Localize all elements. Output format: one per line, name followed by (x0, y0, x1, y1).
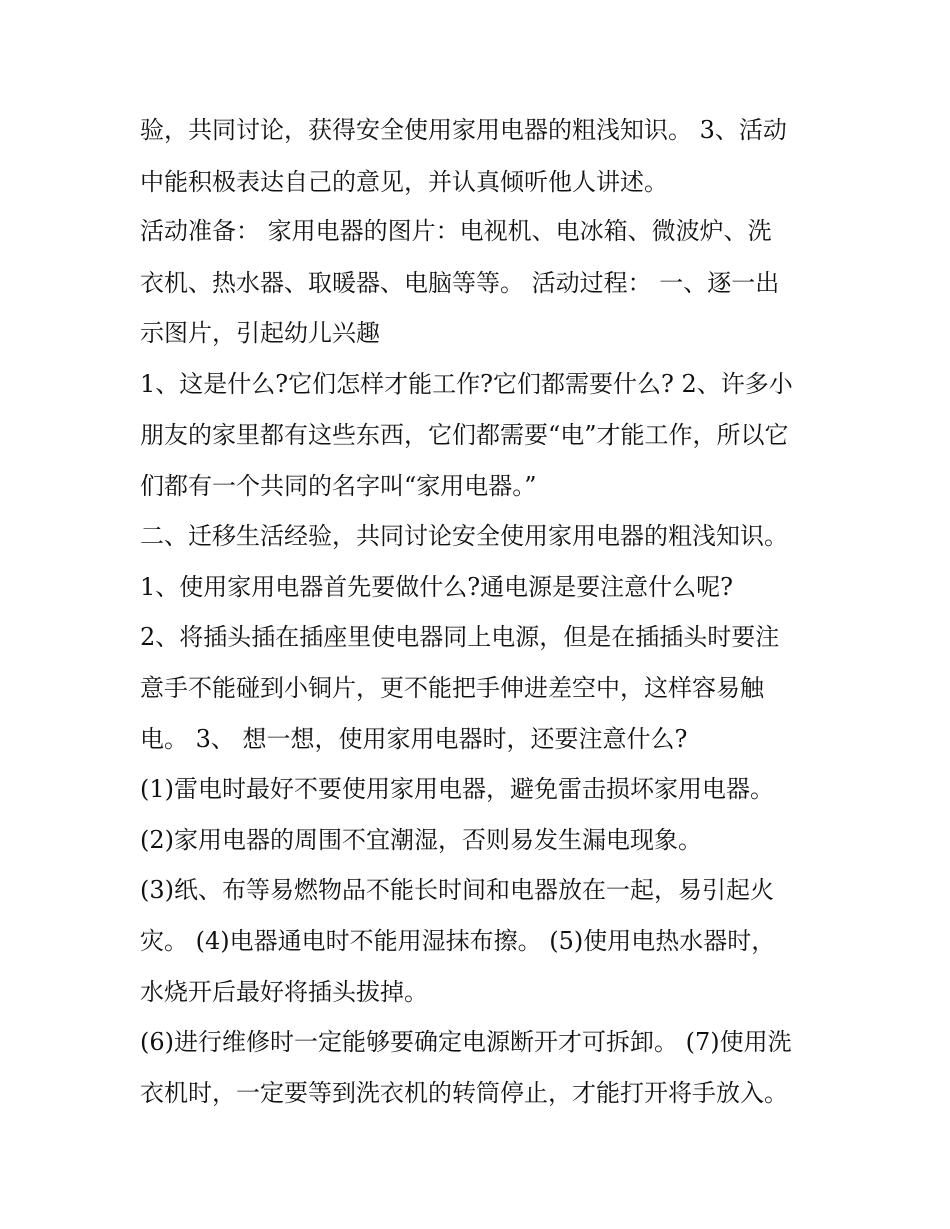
text-line: 电。 3、 想一想，使用家用电器时，还要注意什么? (140, 725, 688, 753)
text-line: 2、将插头插在插座里使电器同上电源，但是在插插头时要注 (140, 623, 780, 651)
text-line: (1)雷电时最好不要使用家用电器，避免雷击损坏家用电器。 (140, 775, 774, 803)
text-line: 朋友的家里都有这些东西，它们都需要“电”才能工作，所以它 (140, 421, 789, 449)
text-line: 水烧开后最好将插头拔掉。 (140, 978, 428, 1006)
text-line: 二、迁移生活经验，共同讨论安全使用家用电器的粗浅知识。 (140, 522, 788, 550)
text-line: 们都有一个共同的名字叫“家用电器。” (140, 472, 537, 500)
text-line: (3)纸、布等易燃物品不能长时间和电器放在一起，易引起火 (140, 876, 774, 904)
text-line: 衣机、热水器、取暖器、电脑等等。 活动过程： 一、逐一出 (140, 269, 780, 297)
text-line: 1、使用家用电器首先要做什么?通电源是要注意什么呢? (140, 573, 734, 601)
text-line: 验，共同讨论，获得安全使用家用电器的粗浅知识。 3、活动 (140, 116, 787, 144)
text-line: 灾。 (4)电器通电时不能用湿抹布擦。 (5)使用电热水器时， (140, 927, 776, 955)
text-line: 示图片，引起幼儿兴趣 (140, 319, 380, 347)
text-line: 衣机时，一定要等到洗衣机的转筒停止，才能打开将手放入。 (140, 1079, 788, 1107)
text-line: 1、这是什么?它们怎样才能工作?它们都需要什么? 2、许多小 (140, 370, 793, 398)
text-line: (6)进行维修时一定能够要确定电源断开才可拆卸。 (7)使用洗 (140, 1028, 792, 1056)
text-line: 活动准备： 家用电器的图片：电视机、电冰箱、微波炉、洗 (140, 217, 772, 245)
text-line: 意手不能碰到小铜片，更不能把手伸进差空中，这样容易触 (140, 674, 764, 702)
text-line: (2)家用电器的周围不宜潮湿，否则易发生漏电现象。 (140, 826, 702, 854)
text-line: 中能积极表达自己的意见，并认真倾听他人讲述。 (140, 168, 668, 196)
